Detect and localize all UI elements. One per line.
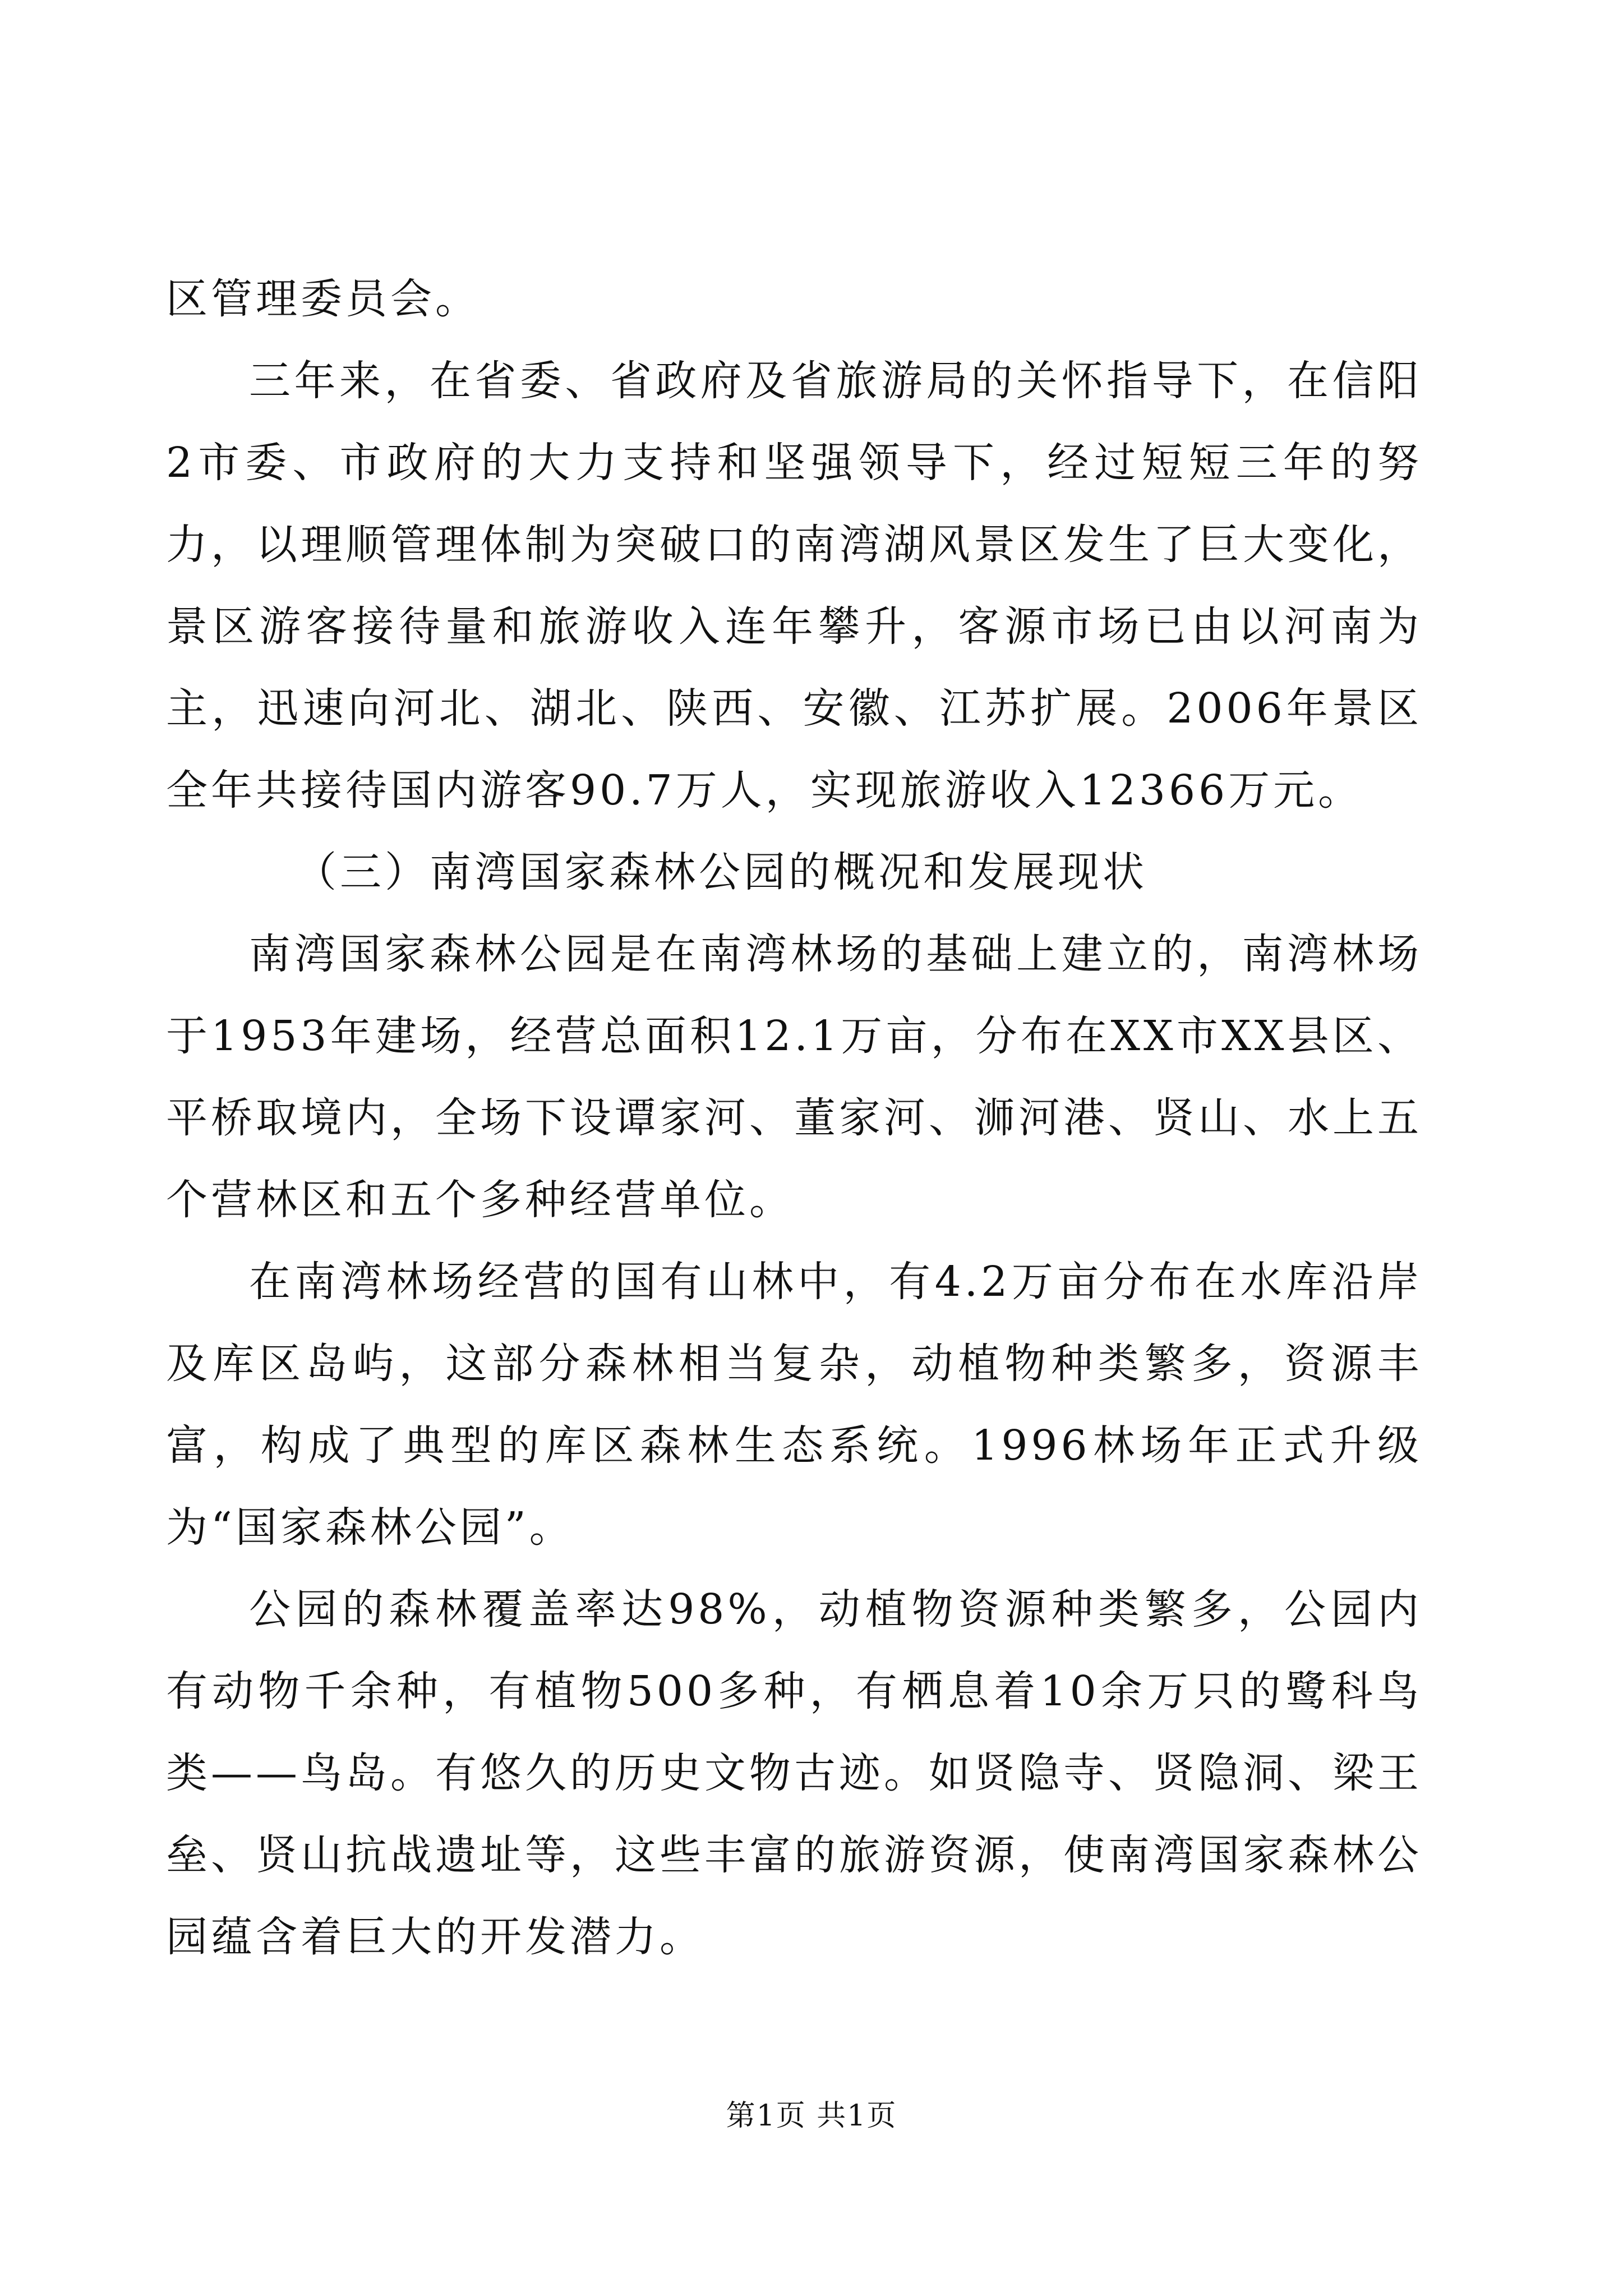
paragraph-development-summary: 三年来，在省委、省政府及省旅游局的关怀指导下，在信阳2市委、市政府的大力支持和坚强领导下，经过短短三年的努力，以理顺管理体制为突破口的南湾湖风景区发生了巨大变化，景区游客接待量和旅游收入连年攀升，客源市场已由以河南为主，迅速向河北、湖北、陕西、安徽、江苏扩展。2006年景区全年共接待国内游客90.7万人，实现旅游收入12366万元。: [166, 357, 1422, 815]
paragraph-forest-park-origin: 南湾国家森林公园是在南湾林场的基础上建立的，南湾林场于1953年建场，经营总面积12.1万亩，分布在XX市XX县区、平桥取境内，全场下设谭家河、董家河、浉河港、贤山、水上五个营林区和五个多种经营单位。: [166, 930, 1422, 1224]
paragraph-continuation: 区管理委员会。: [166, 275, 480, 323]
page-footer: 第1页 共1页: [726, 2099, 897, 2133]
section-heading: （三）南湾国家森林公园的概况和发展现状: [295, 848, 1147, 896]
document-body: [166, 258, 1422, 1978]
paragraph-resources: 公园的森林覆盖率达98%，动植物资源种类繁多，公园内有动物千余种，有植物500多种，有栖息着10余万只的鹭科鸟类——鸟岛。有悠久的历史文物古迹。如贤隐寺、贤隐洞、梁王垒、贤山抗战遗址等，这些丰富的旅游资源，使南湾国家森林公园蕴含着巨大的开发潜力。: [166, 1585, 1422, 1961]
paragraph-forest-ecosystem: 在南湾林场经营的国有山林中，有4.2万亩分布在水库沿岸及库区岛屿，这部分森林相当复杂，动植物种类繁多，资源丰富，构成了典型的库区森林生态系统。1996林场年正式升级为“国家森林公园”。: [166, 1258, 1422, 1552]
